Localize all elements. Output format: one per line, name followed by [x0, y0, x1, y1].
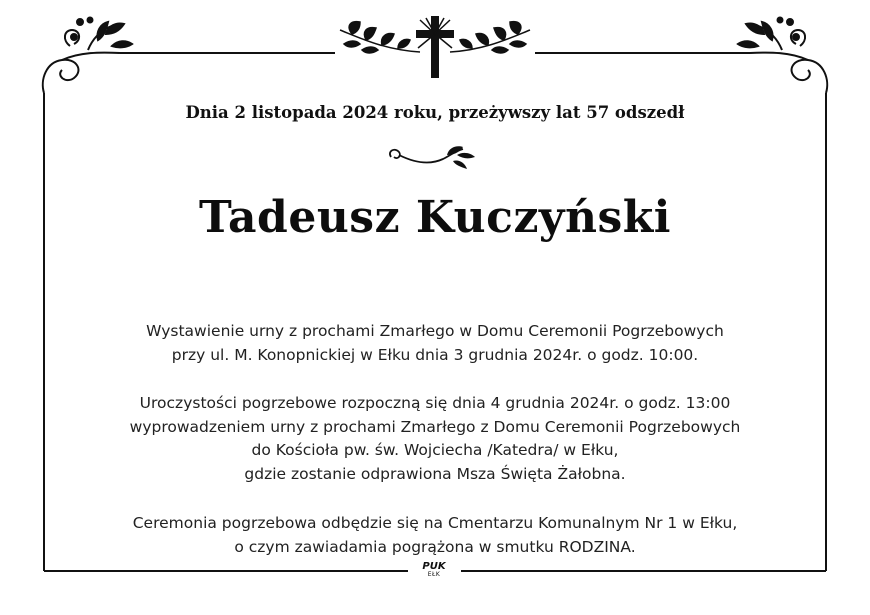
paragraph-urn-viewing — [0, 320, 870, 367]
corner-flourish-icon-left — [43, 18, 132, 94]
divider-flourish-icon — [385, 143, 485, 171]
text-line: Ceremonia pogrzebowa odbędzie się na Cmentarzu Komunalnym Nr 1 w Ełku, — [132, 514, 738, 532]
text-line: przy ul. M. Konopnickiej w Ełku dnia 3 grudnia 2024r. o godz. 10:00. — [171, 345, 699, 364]
logo-top-text: PUK — [422, 561, 446, 572]
text-line: o czym zawiadamia pogrążona w smutku RODZINA. — [234, 537, 636, 556]
text-line: wyprowadzeniem urny z prochami Zmarłego z Domu Ceremonii Pogrzebowych — [129, 417, 741, 436]
death-date-intro: Dnia 2 listopada 2024 roku, przeżywszy lat 57 odszedł — [185, 103, 685, 122]
corner-flourish-icon-right — [738, 18, 827, 94]
cross-icon — [416, 16, 454, 78]
deceased-name: Tadeusz Kuczyński — [199, 192, 671, 243]
text-line: gdzie zostanie odprawiona Msza Święta Żałobna. — [244, 464, 626, 483]
text-line: do Kościoła pw. św. Wojciecha /Katedra/ w Ełku, — [251, 441, 619, 459]
paragraph-burial — [0, 512, 870, 559]
puk-logo — [414, 562, 454, 582]
text-line: Wystawienie urny z prochami Zmarłego w Domu Ceremonii Pogrzebowych — [146, 322, 724, 340]
logo-bottom-text: EŁK — [427, 571, 441, 578]
paragraph-funeral-ceremony — [0, 392, 870, 486]
text-line: Uroczystości pogrzebowe rozpoczną się dnia 4 grudnia 2024r. o godz. 13:00 — [139, 394, 731, 412]
